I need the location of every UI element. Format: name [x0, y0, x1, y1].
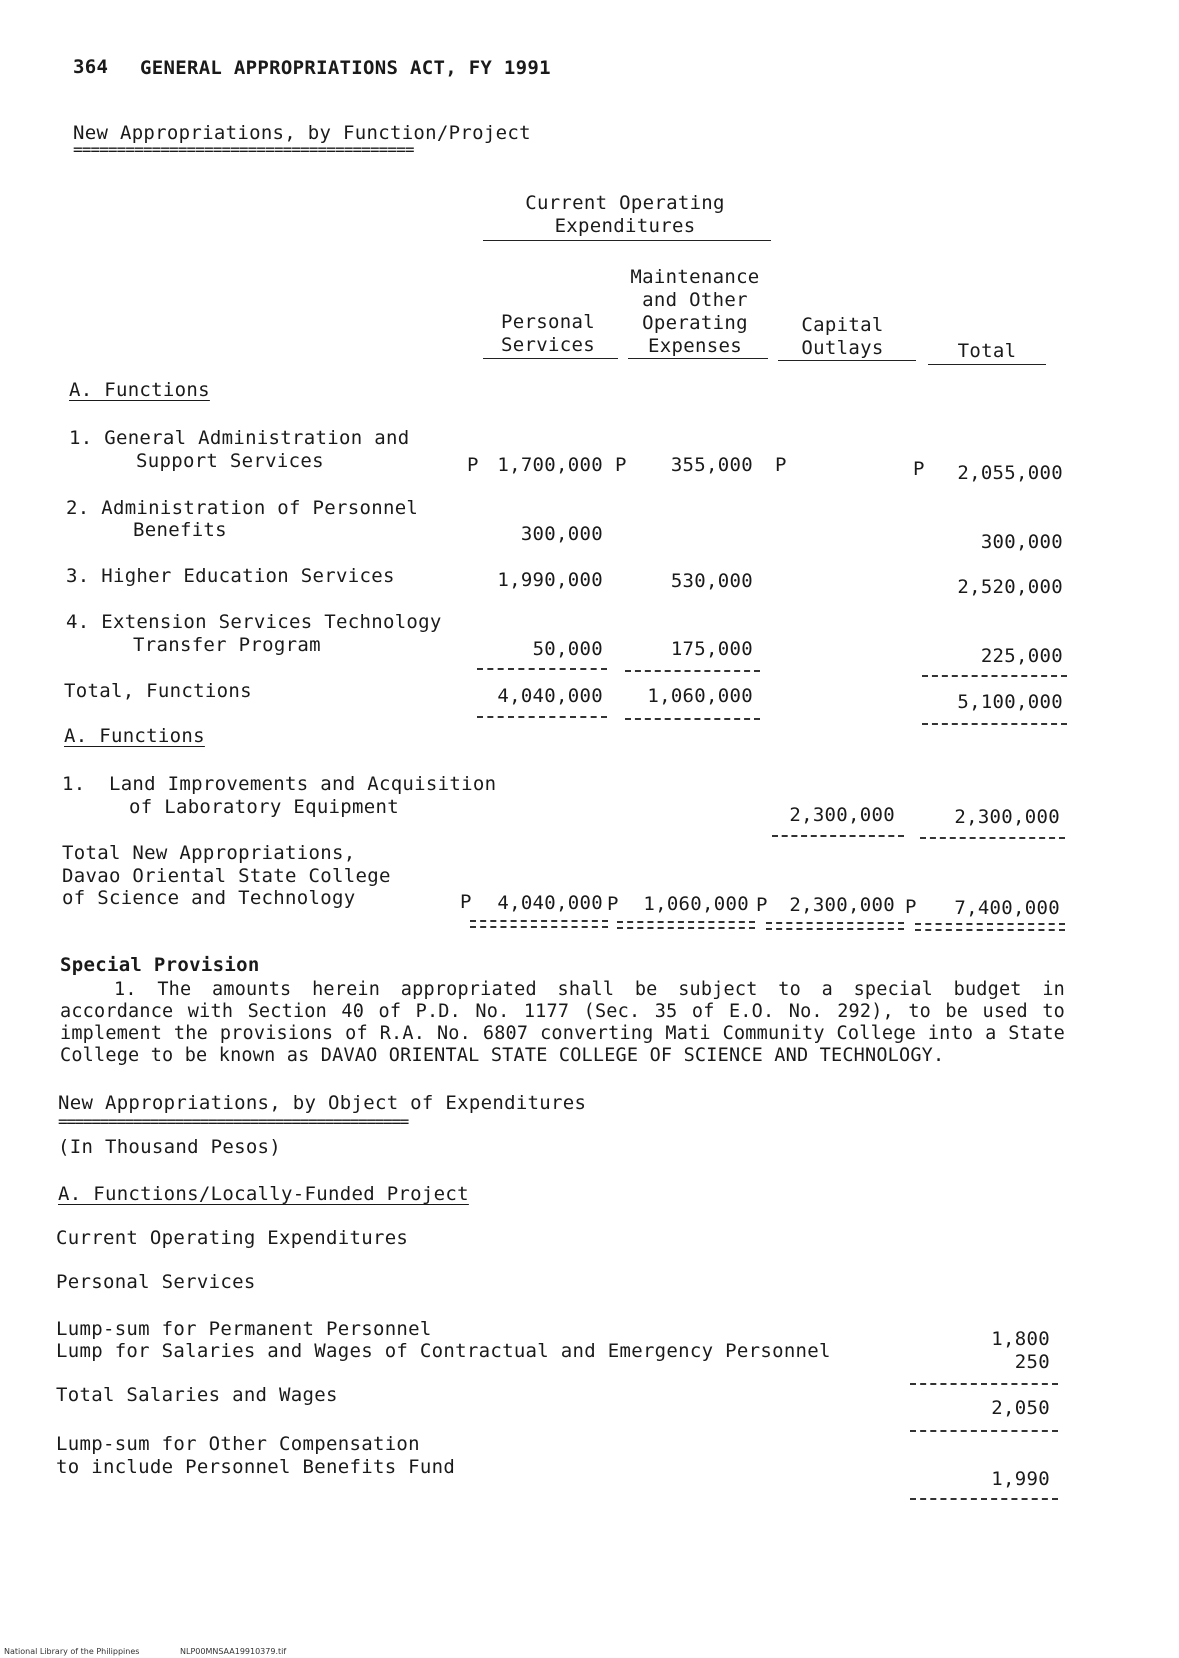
grand-total-double-rule — [766, 922, 904, 930]
cell-capital: 2,300,000 — [789, 894, 895, 916]
subtotal-rule — [625, 670, 760, 672]
object-item-label: Lump for Salaries and Wages of Contractual and Emergency Personnel — [56, 1340, 831, 1362]
object-table-heading-rule: ========================================== — [58, 1112, 408, 1131]
grand-total-double-rule — [915, 923, 1065, 931]
other-comp-label: to include Personnel Benefits Fund — [56, 1456, 456, 1478]
grand-total-label: of Science and Technology — [62, 887, 356, 909]
column-header-total: Total — [957, 340, 1017, 362]
total-rule — [625, 718, 760, 720]
currency-symbol: P — [615, 454, 627, 476]
cell-total: 5,100,000 — [957, 691, 1063, 713]
object-section-heading: A. Functions/Locally-Funded Project — [58, 1183, 469, 1205]
total-functions-label: Total, Functions — [64, 680, 252, 702]
salaries-total-rule — [910, 1430, 1058, 1432]
section-a-functions: A. Functions — [69, 379, 210, 401]
cell-total: 300,000 — [980, 531, 1063, 553]
column-header-personal: Personal Services — [501, 311, 595, 356]
row-label: Transfer Program — [133, 634, 321, 656]
row-label: of Laboratory Equipment — [129, 796, 399, 818]
row-label: 1. General Administration and — [69, 427, 410, 449]
row-label: 3. Higher Education Services — [66, 565, 395, 587]
total-salaries-label: Total Salaries and Wages — [56, 1384, 338, 1406]
total-rule — [477, 716, 607, 718]
column-header-rule — [778, 360, 916, 361]
other-comp-value: 1,990 — [991, 1468, 1050, 1490]
cell-personal: 1,700,000 — [497, 454, 603, 476]
group-header-current-operating: Current Operating Expenditures — [525, 192, 725, 237]
currency-symbol: P — [607, 893, 619, 915]
other-comp-rule — [910, 1498, 1058, 1500]
currency-symbol: P — [467, 454, 479, 476]
cell-mooe: 530,000 — [670, 570, 753, 592]
cell-mooe: 1,060,000 — [647, 685, 753, 707]
currency-symbol: P — [756, 894, 768, 916]
column-header-rule — [628, 358, 768, 359]
subtotal-rule — [477, 668, 607, 670]
grand-total-label: Total New Appropriations, — [62, 842, 356, 864]
grand-total-label: Davao Oriental State College — [62, 865, 391, 887]
cell-mooe: 175,000 — [670, 638, 753, 660]
page-number: 364 — [73, 56, 109, 78]
object-subcategory: Personal Services — [56, 1271, 256, 1293]
object-table-heading: New Appropriations, by Object of Expenditures — [58, 1092, 587, 1114]
object-category: Current Operating Expenditures — [56, 1227, 409, 1249]
column-header-capital: Capital Outlays — [801, 314, 884, 359]
object-item-value: 250 — [1014, 1351, 1050, 1373]
grand-total-double-rule — [617, 921, 755, 929]
subtotal-rule — [922, 675, 1067, 677]
section-b-functions: A. Functions — [64, 725, 205, 747]
cell-personal: 4,040,000 — [497, 685, 603, 707]
cell-capital: 2,300,000 — [789, 804, 895, 826]
object-item-label: Lump-sum for Permanent Personnel — [56, 1318, 432, 1340]
cell-personal: 50,000 — [532, 638, 603, 660]
unit-note: (In Thousand Pesos) — [58, 1136, 282, 1158]
column-header-rule — [483, 358, 618, 359]
total-salaries-value: 2,050 — [991, 1397, 1050, 1419]
row-label: 2. Administration of Personnel — [66, 497, 419, 519]
cell-personal: 4,040,000 — [497, 892, 603, 914]
cell-personal: 300,000 — [520, 523, 603, 545]
special-provision-text: 1. The amounts herein appropriated shall be subject to a special budget in accordance with Section 40 of P.D. No. 1177 (Sec. 35 of E.O. No. 292), to be used to implement the provisions of R.A. No. 6807 converting Mati Community College into a State College to be known as DAVAO ORIENTAL STATE COLLEGE OF SCIENCE AND TECHNOLOGY. — [60, 979, 1065, 1066]
column-header-mooe: Maintenance and Other Operating Expenses — [630, 266, 760, 357]
cell-mooe: 355,000 — [670, 454, 753, 476]
capital-rule — [920, 837, 1065, 839]
cell-mooe: 1,060,000 — [643, 893, 749, 915]
cell-total: 2,055,000 — [957, 462, 1063, 484]
cell-total: 2,300,000 — [954, 806, 1060, 828]
currency-symbol: P — [913, 458, 925, 480]
page-title: GENERAL APPROPRIATIONS ACT, FY 1991 — [140, 57, 551, 79]
footer-file-id: NLP00MNSAA19910379.tif — [180, 1647, 287, 1656]
footer-library: National Library of the Philippines — [4, 1647, 140, 1656]
function-table-heading-rule: ======================================= — [73, 140, 414, 159]
grand-total-double-rule — [470, 920, 608, 928]
other-comp-label: Lump-sum for Other Compensation — [56, 1433, 420, 1455]
cell-total: 7,400,000 — [954, 897, 1060, 919]
row-label: 4. Extension Services Technology — [66, 611, 442, 633]
currency-symbol: P — [460, 891, 472, 913]
group-header-rule — [483, 240, 771, 241]
special-provision-heading: Special Provision — [60, 954, 260, 976]
cell-total: 225,000 — [980, 645, 1063, 667]
row-label: Support Services — [136, 450, 324, 472]
row-label: 1. Land Improvements and Acquisition — [62, 773, 497, 795]
total-rule — [922, 723, 1067, 725]
salaries-rule — [910, 1383, 1058, 1385]
column-header-rule — [928, 364, 1046, 365]
capital-rule — [772, 835, 904, 837]
object-item-value: 1,800 — [991, 1328, 1050, 1350]
cell-total: 2,520,000 — [957, 576, 1063, 598]
function-table-heading: New Appropriations, by Function/Project — [73, 122, 531, 144]
currency-symbol: P — [775, 454, 787, 476]
row-label: Benefits — [133, 519, 227, 541]
currency-symbol: P — [905, 896, 917, 918]
cell-personal: 1,990,000 — [497, 569, 603, 591]
